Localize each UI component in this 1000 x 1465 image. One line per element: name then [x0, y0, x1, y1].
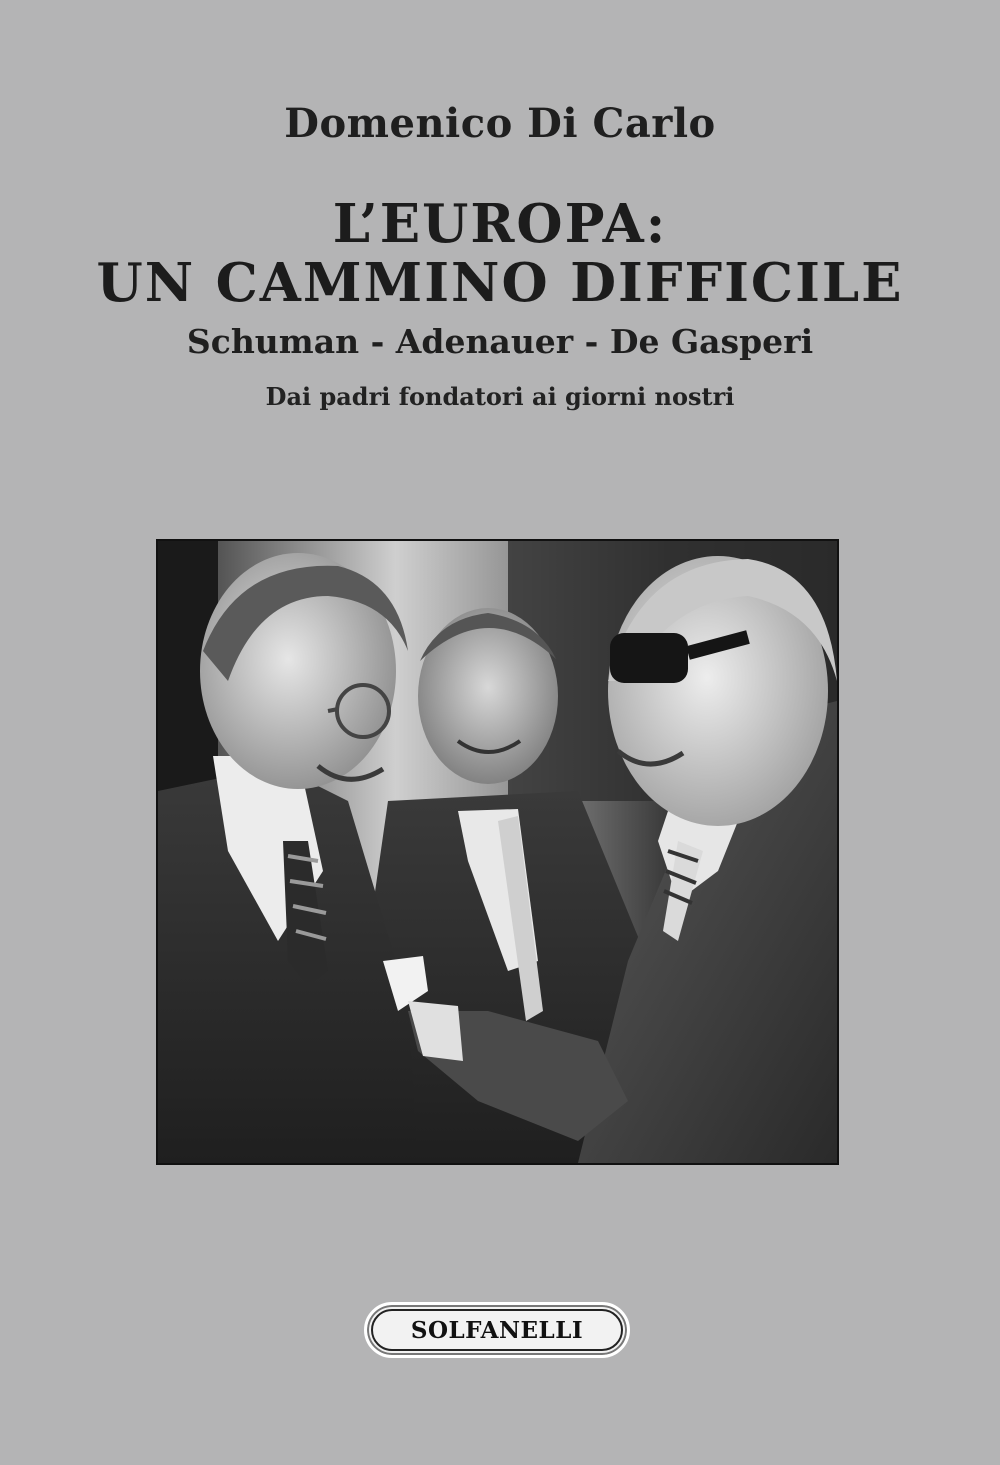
book-title-line-1: L’EUROPA:: [332, 193, 668, 255]
book-title-line-2: UN CAMMINO DIFFICILE: [96, 252, 904, 314]
photo-illustration: [158, 541, 837, 1163]
publisher-name: SOLFANELLI: [410, 1316, 584, 1344]
cover-photo: [156, 539, 839, 1165]
publisher-badge: [364, 1302, 630, 1358]
book-subtitle: Schuman - Adenauer - De Gasperi: [186, 322, 814, 361]
book-tagline: Dai padri fondatori ai giorni nostri: [265, 382, 735, 411]
author-name: Domenico Di Carlo: [284, 100, 716, 147]
